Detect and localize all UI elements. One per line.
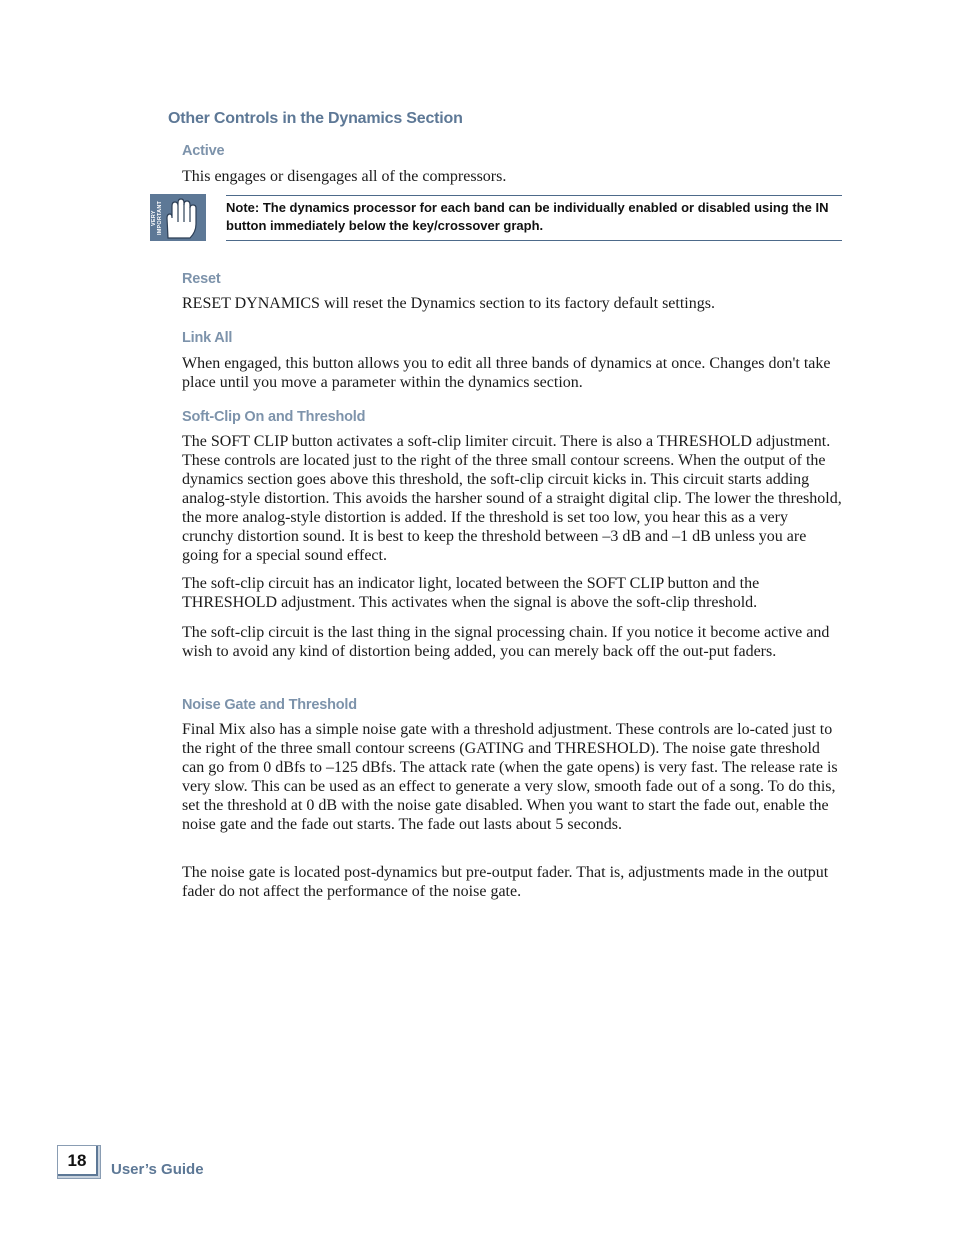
active-text: This engages or disengages all of the compressors. [182,168,507,185]
soft-clip-paragraph-1: The SOFT CLIP button activates a soft-clip limiter circuit. There is also a THRESHOLD adjustment. These controls are located just to the right of the three small contour screens. When the output of the dynamics section goes above this threshold, the soft-clip circuit kicks in. This circuit starts adding analog-style distortion. This avoids the harsher sound of a straight digital clip. The lower the threshold, the more analog-style distortion is added. If the threshold is set too low, you hear this as a very crunchy distortion sound. It is best to keep the threshold between –3 dB and –1 dB unless you are going for a special sound effect. [182,433,842,564]
heading-active: Active [182,143,225,159]
note-top-rule [226,195,842,196]
heading-link-all: Link All [182,330,233,346]
note-text: Note: The dynamics processor for each band can be individually enabled or disabled using the IN button immediately below the key/crossover graph. [226,200,829,233]
note-icon-label: VERY IMPORTANT [151,200,163,236]
noise-gate-paragraph-1: Final Mix also has a simple noise gate with a threshold adjustment. These controls are lo-cated just to the right of the three small contour screens (GATING and THRESHOLD). The noise gate threshold can go from 0 dBfs to –125 dBfs. The attack rate (when the gate opens) is very fast. The release rate is very slow. This can be used as an effect to generate a very slow, smooth fade out of a song. To do this, set the threshold at 0 dB with the noise gate disabled. When you want to start the fade out, enable the noise gate and the fade out starts. The fade out lasts about 5 seconds. [182,721,838,833]
link-all-text: When engaged, this button allows you to edit all three bands of dynamics at once. Changes don't take place until you move a parameter within the dynamics section. [182,355,831,391]
soft-clip-paragraph-3: The soft-clip circuit is the last thing in the signal processing chain. If you notice it become active and wish to avoid any kind of distortion being added, you can merely back off the out-put faders. [182,624,830,660]
heading-soft-clip: Soft-Clip On and Threshold [182,409,366,425]
noise-gate-paragraph-2: The noise gate is located post-dynamics but pre-output fader. That is, adjustments made in the output fader do not affect the performance of the noise gate. [182,864,829,900]
section-title: Other Controls in the Dynamics Section [168,110,463,127]
heading-noise-gate: Noise Gate and Threshold [182,697,357,713]
reset-text: RESET DYNAMICS will reset the Dynamics section to its factory default settings. [182,295,715,312]
page-number-box [57,1145,101,1179]
hand-icon [150,194,206,241]
soft-clip-paragraph-2: The soft-clip circuit has an indicator light, located between the SOFT CLIP button and the THRESHOLD adjustment. This activates when the signal is above the soft-clip threshold. [182,575,760,611]
heading-reset: Reset [182,271,221,287]
footer-label: User’s Guide [111,1161,204,1178]
note-bottom-rule [226,240,842,241]
page-number: 18 [58,1146,98,1176]
